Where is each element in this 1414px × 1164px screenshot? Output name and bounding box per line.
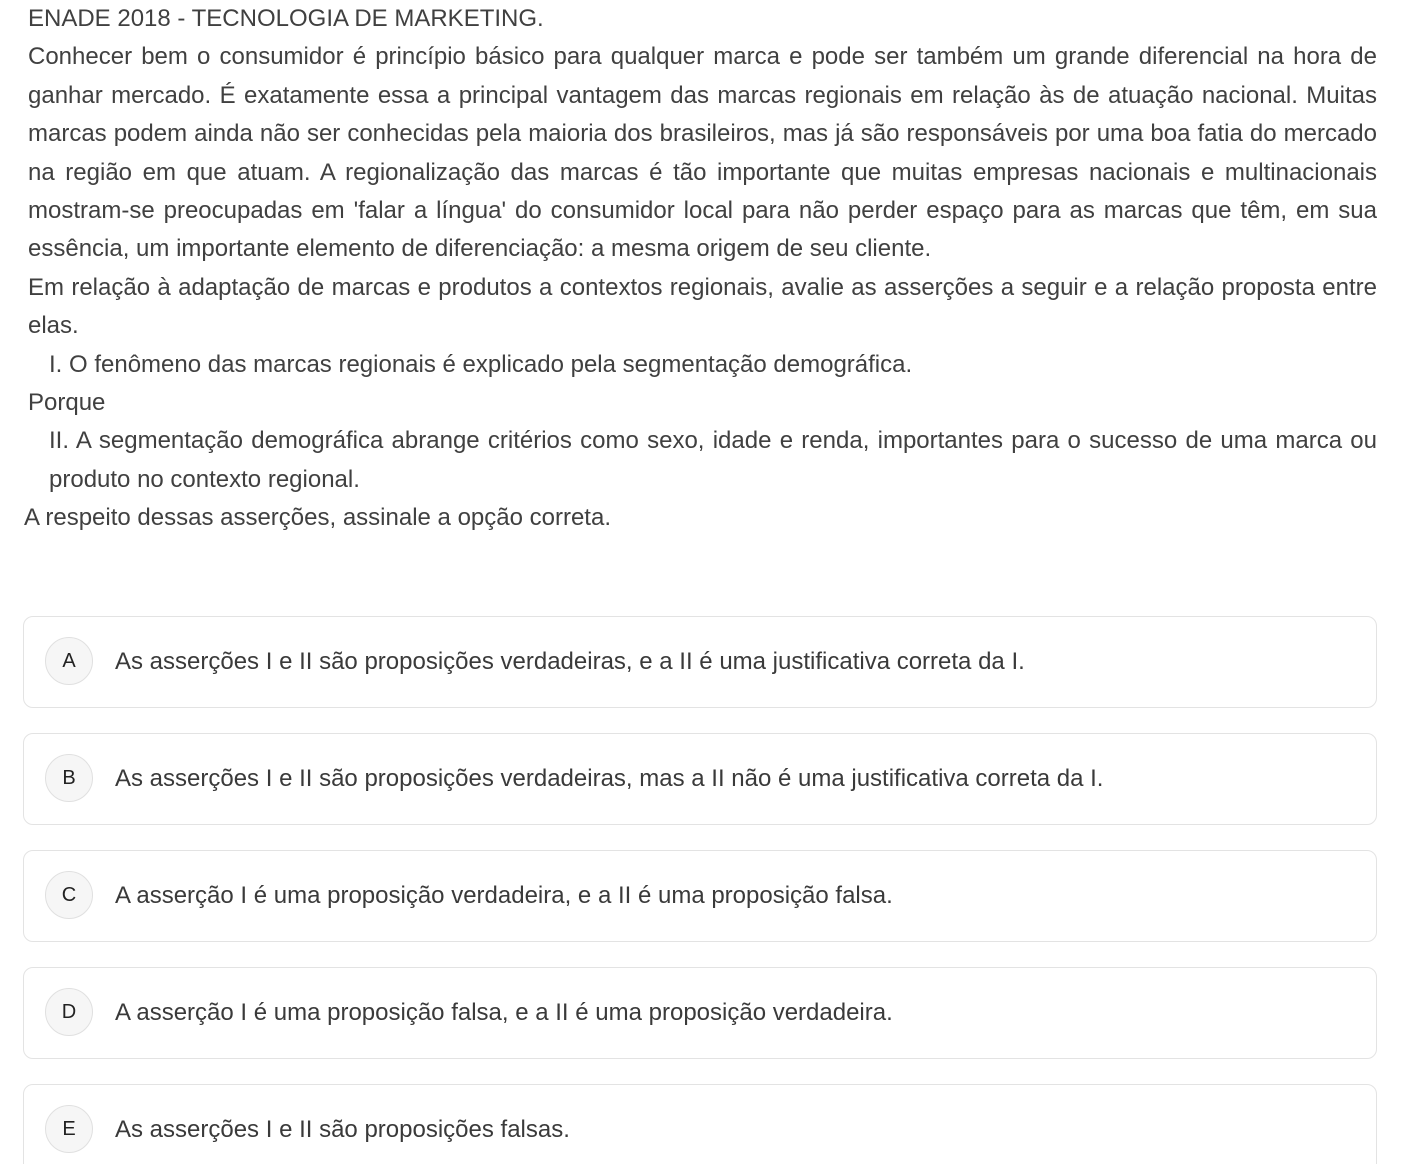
option-letter-badge: C xyxy=(45,871,93,919)
answer-options xyxy=(23,616,1377,1164)
assertion-connector: Porque xyxy=(28,389,106,417)
option-text: As asserções I e II são proposições falsas. xyxy=(115,1116,570,1143)
option-letter-badge: E xyxy=(45,1105,93,1153)
option-letter-badge: A xyxy=(45,637,93,685)
question-prompt: A respeito dessas asserções, assinale a opção correta. xyxy=(24,504,611,532)
option-c[interactable] xyxy=(23,850,1377,942)
question-paragraph: Conhecer bem o consumidor é princípio básico para qualquer marca e pode ser também um grande diferencial na hora de ganhar mercado. É exatamente essa a principal vantagem das marcas regionais em relação às de atuação nacional. Muitas marcas podem ainda não ser conhecidas pela maioria dos brasileiros, mas já são responsáveis por uma boa fatia do mercado na região em que atuam. A regionalização das marcas é tão importante que muitas empresas nacionais e multinacionais mostram-se preocupadas em 'falar a língua' do consumidor local para não perder espaço para as marcas que têm, em sua essência, um importante elemento de diferenciação: a mesma origem de seu cliente. xyxy=(28,43,1377,263)
option-a[interactable] xyxy=(23,616,1377,708)
option-b[interactable] xyxy=(23,733,1377,825)
option-letter-badge: D xyxy=(45,988,93,1036)
option-e[interactable] xyxy=(23,1084,1377,1164)
option-letter-badge: B xyxy=(45,754,93,802)
question-header: ENADE 2018 - TECNOLOGIA DE MARKETING. xyxy=(28,5,544,32)
assertion-2: II. A segmentação demográfica abrange critérios como sexo, idade e renda, importantes para o sucesso de uma marca ou produto no contexto regional. xyxy=(49,427,1377,493)
option-text: As asserções I e II são proposições verdadeiras, e a II é uma justificativa correta da I. xyxy=(115,648,1025,675)
option-text: As asserções I e II são proposições verdadeiras, mas a II não é uma justificativa correta da I. xyxy=(115,765,1104,792)
question-body xyxy=(24,0,1377,538)
assertion-1: I. O fenômeno das marcas regionais é explicado pela segmentação demográfica. xyxy=(49,350,913,378)
option-text: A asserção I é uma proposição falsa, e a II é uma proposição verdadeira. xyxy=(115,999,893,1026)
question-instruction: Em relação à adaptação de marcas e produtos a contextos regionais, avalie as asserções a seguir e a relação proposta entre elas. xyxy=(28,273,1377,340)
option-d[interactable] xyxy=(23,967,1377,1059)
option-text: A asserção I é uma proposição verdadeira, e a II é uma proposição falsa. xyxy=(115,882,893,909)
